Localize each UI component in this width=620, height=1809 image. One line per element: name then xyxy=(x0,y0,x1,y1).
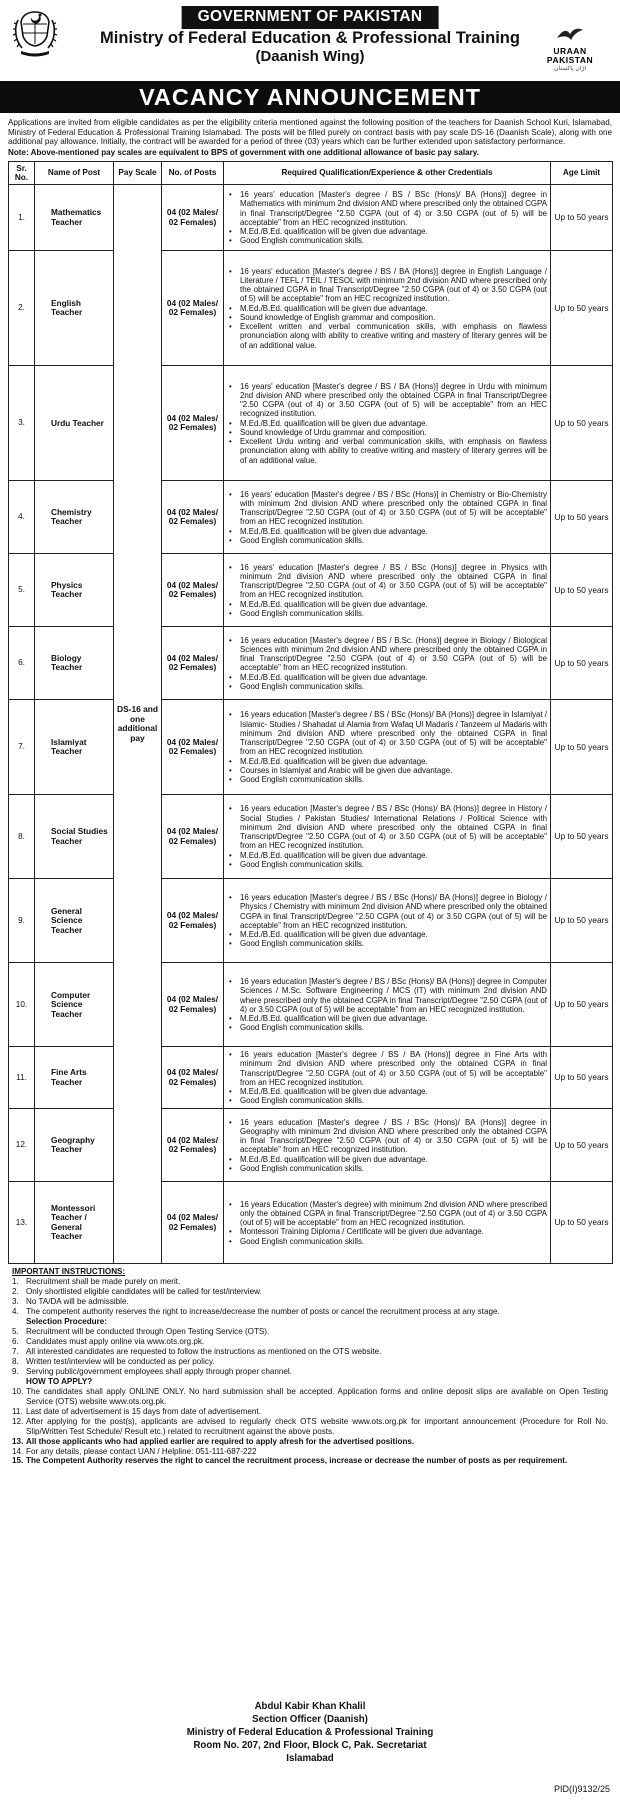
announcement-banner: VACANCY ANNOUNCEMENT xyxy=(0,81,620,113)
row-age-limit: Up to 50 years xyxy=(551,481,613,554)
qualification-list xyxy=(227,804,547,869)
qualification-list xyxy=(227,190,547,246)
row-no-of-posts: 04 (02 Males/ 02 Females) xyxy=(162,481,224,554)
row-no-of-posts: 04 (02 Males/ 02 Females) xyxy=(162,251,224,366)
qualification-item: • Good English communication skills. xyxy=(227,682,547,691)
qualification-list xyxy=(227,1200,547,1246)
selection-procedure-heading: Selection Procedure: xyxy=(26,1317,107,1327)
table-row xyxy=(9,366,613,481)
qualification-item: • Good English communication skills. xyxy=(227,1237,547,1246)
qualification-list xyxy=(227,267,547,350)
signature-address: Room No. 207, 2nd Floor, Block C, Pak. Secretariat xyxy=(193,1740,427,1751)
qualification-item: • Good English communication skills. xyxy=(227,1096,547,1105)
instruction-text: All interested candidates are requested to follow the instructions as mentioned on the OTS website. xyxy=(26,1346,382,1356)
row-qualification xyxy=(224,185,551,251)
ministry-title: Ministry of Federal Education & Professional Training xyxy=(100,29,520,47)
row-sr: 12. xyxy=(9,1109,35,1182)
row-post-name: Social Studies Teacher xyxy=(35,795,114,879)
instruction-number: 12. xyxy=(12,1416,24,1426)
row-qualification xyxy=(224,481,551,554)
row-sr: 2. xyxy=(9,251,35,366)
instruction-item xyxy=(8,1447,612,1457)
qualification-item: • Good English communication skills. xyxy=(227,536,547,545)
qualification-item: • M.Ed./B.Ed. qualification will be given due advantage. xyxy=(227,1087,547,1096)
row-post-name: Physics Teacher xyxy=(35,554,114,627)
qualification-item: • Good English communication skills. xyxy=(227,939,547,948)
instruction-number: 4. xyxy=(12,1307,19,1317)
row-no-of-posts: 04 (02 Males/ 02 Females) xyxy=(162,627,224,700)
pid-number: PID(I)9132/25 xyxy=(553,1784,610,1794)
uraan-logo-line1: URAAN xyxy=(553,45,587,56)
qualification-item: • 16 years education [Master's degree / BS / BA (Hons)] degree in Fine Arts with minimum 2nd division AND where prescribed only the obtained CGPA in final Transcript/Degree "2.50 CGPA (out of 4) or 3.50 CGPA (out of 5) will be acceptable" from an HEC recognized institution. xyxy=(227,1050,547,1087)
row-no-of-posts: 04 (02 Males/ 02 Females) xyxy=(162,1182,224,1264)
qualification-item: • Good English communication skills. xyxy=(227,236,547,245)
instruction-number: 15. xyxy=(12,1456,24,1466)
row-age-limit: Up to 50 years xyxy=(551,963,613,1047)
instruction-text: All those applicants who had applied earlier are required to apply afresh for the advertised positions. xyxy=(26,1436,415,1446)
table-row xyxy=(9,481,613,554)
row-qualification xyxy=(224,1109,551,1182)
qualification-list xyxy=(227,710,547,784)
qualification-item: • M.Ed./B.Ed. qualification will be given due advantage. xyxy=(227,600,547,609)
table-row xyxy=(9,554,613,627)
header xyxy=(8,4,612,81)
row-post-name: Computer Science Teacher xyxy=(35,963,114,1047)
qualification-item: • 16 years education [Master's degree / BS / BSc (Hons)/ BA (Hons)] degree in Geography with minimum 2nd division AND where prescribed only the obtained CGPA in final Transcript/Degree "2.50 CGPA (out of 4) or 3.50 CGPA (out of 5) will be acceptable" from an HEC recognized institution. xyxy=(227,1118,547,1155)
table-row xyxy=(9,1109,613,1182)
row-no-of-posts: 04 (02 Males/ 02 Females) xyxy=(162,795,224,879)
qualification-item: • 16 years education [Master's degree / BS / BSc (Hons)/ BA (Hons)] degree in Computer Sciences / M.Sc. Software Engineering / MCS (IT) with minimum 2nd division AND where prescribed only the obtained CGPA in final Transcript/Degree "2.50 CGPA (out of 4) or 3.50 CGPA (out of 5) will be acceptable" from an HEC recognized institution. xyxy=(227,977,547,1014)
qualification-item: • M.Ed./B.Ed. qualification will be given due advantage. xyxy=(227,851,547,860)
row-age-limit: Up to 50 years xyxy=(551,185,613,251)
qualification-list xyxy=(227,382,547,465)
row-age-limit: Up to 50 years xyxy=(551,627,613,700)
row-age-limit: Up to 50 years xyxy=(551,795,613,879)
row-sr: 1. xyxy=(9,185,35,251)
row-qualification xyxy=(224,251,551,366)
qualification-item: • Excellent Urdu writing and verbal communication skills, with emphasis on flawless pronunciation along with ability to creative writing and mastery of literary genres will be of an additional value. xyxy=(227,437,547,465)
instructions-heading: IMPORTANT INSTRUCTIONS: xyxy=(12,1267,126,1277)
table-row xyxy=(9,795,613,879)
row-no-of-posts: 04 (02 Males/ 02 Females) xyxy=(162,700,224,795)
instruction-text: Last date of advertisement is 15 days from date of advertisement. xyxy=(26,1406,261,1416)
header-sr: Sr. No. xyxy=(9,161,35,185)
row-qualification xyxy=(224,1047,551,1109)
header-post-name: Name of Post xyxy=(35,161,114,185)
instruction-number: 9. xyxy=(12,1366,19,1376)
instruction-number: 13. xyxy=(12,1436,24,1446)
instruction-text: No TA/DA will be admissible. xyxy=(26,1297,129,1307)
qualification-item: • 16 years' education [Master's degree / BS / BA (Hons)] degree in Urdu with minimum 2nd division AND where prescribed only the obtained CGPA in final Transcript/Degree "2.50 CGPA (out of 4) or 3.50 CGPA (out of 5) will be acceptable" from an HEC recognized institution. xyxy=(227,382,547,419)
table-row xyxy=(9,185,613,251)
table-header-row xyxy=(9,161,613,185)
row-age-limit: Up to 50 years xyxy=(551,251,613,366)
row-post-name: Geography Teacher xyxy=(35,1109,114,1182)
instruction-number: 3. xyxy=(12,1297,19,1307)
table-row xyxy=(9,879,613,963)
row-post-name: Montessori Teacher / General Teacher xyxy=(35,1182,114,1264)
row-age-limit: Up to 50 years xyxy=(551,554,613,627)
instruction-text: The Competent Authority reserves the right to cancel the recruitment process, increase or decrease the number of posts as per requirement. xyxy=(26,1456,568,1466)
uraan-logo-urdu: اڑان پاکستان xyxy=(553,65,587,72)
qualification-item: • M.Ed./B.Ed. qualification will be given due advantage. xyxy=(227,1155,547,1164)
qualification-item: • M.Ed./B.Ed. qualification will be given due advantage. xyxy=(227,673,547,682)
instruction-number: 11. xyxy=(12,1406,23,1416)
qualification-list xyxy=(227,490,547,546)
instruction-text: Recruitment will be conducted through Open Testing Service (OTS). xyxy=(26,1327,270,1337)
instruction-item xyxy=(8,1367,612,1377)
instruction-text: Written test/interview will be conducted as per policy. xyxy=(26,1356,215,1366)
header-age-limit: Age Limit xyxy=(551,161,613,185)
instruction-text: For any details, please contact UAN / Helpline: 051-111-687-222 xyxy=(26,1446,257,1456)
instruction-number: 10. xyxy=(12,1386,24,1396)
qualification-list xyxy=(227,563,547,619)
qualification-list xyxy=(227,893,547,949)
qualification-item: • M.Ed./B.Ed. qualification will be given due advantage. xyxy=(227,304,547,313)
signature-city: Islamabad xyxy=(286,1753,334,1764)
row-sr: 6. xyxy=(9,627,35,700)
row-sr: 13. xyxy=(9,1182,35,1264)
qualification-item: • 16 years Education (Master's degree) with minimum 2nd division AND where prescribed only the obtained CGPA in final Transcript/Degree "2.50 CGPA (out of 4) or 3.50 CGPA (out of 5) will be acceptable" from an HEC recognized institution. xyxy=(227,1200,547,1228)
table-row xyxy=(9,251,613,366)
signature-block xyxy=(0,1700,620,1765)
qualification-item: • Good English communication skills. xyxy=(227,1023,547,1032)
instruction-number: 8. xyxy=(12,1356,19,1366)
instruction-item xyxy=(8,1357,612,1367)
row-age-limit: Up to 50 years xyxy=(551,1047,613,1109)
qualification-item: • Good English communication skills. xyxy=(227,609,547,618)
table-row xyxy=(9,1047,613,1109)
wing-title: (Daanish Wing) xyxy=(255,48,365,65)
qualification-item: • M.Ed./B.Ed. qualification will be given due advantage. xyxy=(227,227,547,236)
table-row xyxy=(9,1182,613,1264)
instruction-number: 2. xyxy=(12,1287,19,1297)
qualification-list xyxy=(227,977,547,1033)
row-sr: 11. xyxy=(9,1047,35,1109)
row-post-name: Islamiyat Teacher xyxy=(35,700,114,795)
row-age-limit: Up to 50 years xyxy=(551,1109,613,1182)
uraan-bird-icon xyxy=(555,24,585,44)
instruction-text: After applying for the post(s), applicants are advised to regularly check OTS website www.ots.org.pk for important announcement (Procedure for Roll No. Slip/Written Test Schedule/ Result etc.) related to recruitment against the above posts. xyxy=(26,1416,608,1436)
header-pay-scale: Pay Scale xyxy=(114,161,162,185)
row-qualification xyxy=(224,366,551,481)
row-qualification xyxy=(224,700,551,795)
officer-designation: Section Officer (Daanish) xyxy=(252,1714,368,1725)
qualification-item: • Courses in Islamiyat and Arabic will be given due advantage. xyxy=(227,766,547,775)
row-sr: 8. xyxy=(9,795,35,879)
row-sr: 5. xyxy=(9,554,35,627)
qualification-item: • 16 years education [Master's degree / BS / BSc (Hons)/ BA (Hons)] degree in Biology / Physics / Chemistry with minimum 2nd division AND where prescribed only the obtained CGPA in final Transcript/Degree "2.50 CGPA (out of 4) or 3.50 CGPA (out of 5) will be acceptable" from an HEC recognized institution. xyxy=(227,893,547,930)
qualification-item: • Good English communication skills. xyxy=(227,1164,547,1173)
instruction-item xyxy=(8,1347,612,1357)
instruction-number: 14. xyxy=(12,1446,24,1456)
row-qualification xyxy=(224,795,551,879)
instructions xyxy=(8,1267,612,1466)
instruction-item xyxy=(8,1287,612,1297)
table-row xyxy=(9,963,613,1047)
uraan-pakistan-logo-icon xyxy=(534,24,606,73)
row-post-name: Mathematics Teacher xyxy=(35,185,114,251)
qualification-list xyxy=(227,1118,547,1174)
qualification-item: • 16 years' education [Master's degree / BS / BSc (Hons)] in Chemistry or Bio-Chemistry with minimum 2nd division AND where prescribed only the obtained CGPA in final Transcript/Degree "2.50 CGPA (out of 4) or 3.50 CGPA (out of 5) will be acceptable" from an HEC recognized institution. xyxy=(227,490,547,527)
instruction-item xyxy=(8,1307,612,1317)
qualification-item: • M.Ed./B.Ed. qualification will be given due advantage. xyxy=(227,527,547,536)
instruction-item xyxy=(8,1297,612,1307)
row-post-name: Biology Teacher xyxy=(35,627,114,700)
row-qualification xyxy=(224,963,551,1047)
instruction-item xyxy=(8,1337,612,1347)
pay-note: Note: Above-mentioned pay scales are equivalent to BPS of government with one additional allowance of basic pay salary. xyxy=(8,147,479,157)
instruction-text: Serving public/government employees shall apply through proper channel. xyxy=(26,1366,292,1376)
instruction-text: The candidates shall apply ONLINE ONLY. No hard submission shall be accepted. Application forms and online deposit slips are available on Open Testing Service (OTS) website www.ots.org.pk. xyxy=(26,1386,608,1406)
officer-name: Abdul Kabir Khan Khalil xyxy=(254,1701,366,1712)
posts-table xyxy=(8,161,613,1265)
instruction-number: 6. xyxy=(12,1337,19,1347)
qualification-item: • 16 years' education [Master's degree / BS / BA (Hons)] degree in English Language / Literature / TEFL / TEIL / TESOL with minimum 2nd division AND where prescribed only the obtained CGPA in final Transcript/Degree "2.50 CGPA (out of 4) or 3.50 CGPA (out of 5) will be acceptable" from an HEC recognized institution. xyxy=(227,267,547,304)
table-row xyxy=(9,700,613,795)
row-sr: 10. xyxy=(9,963,35,1047)
qualification-item: • Good English communication skills. xyxy=(227,860,547,869)
qualification-item: • Sound knowledge of English grammar and composition. xyxy=(227,313,547,322)
row-qualification xyxy=(224,879,551,963)
row-no-of-posts: 04 (02 Males/ 02 Females) xyxy=(162,963,224,1047)
row-no-of-posts: 04 (02 Males/ 02 Females) xyxy=(162,554,224,627)
qualification-item: • 16 years education [Master's degree / BS / BSc (Hons)/ BA (Hons)] degree in Islamiyat / Islamic- Studies / Shahadat ul Alamia from Wafaq Ul Madaris / Tanzeem ul Madaris with minimum 2nd division AND where prescribed only the obtained CGPA in final Transcript/Degree "2.50 CGPA (out of 4) or 3.50 CGPA (out of 5) will be acceptable" from an HEC recognized institution. xyxy=(227,710,547,756)
qualification-item: • Montessori Training Diploma / Certificate will be given due advantage. xyxy=(227,1227,547,1236)
qualification-item: • M.Ed./B.Ed. qualification will be given due advantage. xyxy=(227,1014,547,1023)
qualification-list xyxy=(227,1050,547,1106)
qualification-item: • M.Ed./B.Ed. qualification will be given due advantage. xyxy=(227,930,547,939)
header-qualification: Required Qualification/Experience & other Credentials xyxy=(224,161,551,185)
row-age-limit: Up to 50 years xyxy=(551,700,613,795)
row-age-limit: Up to 50 years xyxy=(551,1182,613,1264)
row-post-name: Fine Arts Teacher xyxy=(35,1047,114,1109)
instruction-text: Recruitment shall be made purely on merit. xyxy=(26,1277,181,1287)
row-post-name: Urdu Teacher xyxy=(35,366,114,481)
qualification-item: • 16 years' education [Master's degree / BS / BSc (Hons)/ BA (Hons)] degree in Mathematics with minimum 2nd division AND where prescribed only the obtained CGPA in final Transcript/Degree "2.50 CGPA (out of 4) or 3.50 CGPA (out of 5) will be acceptable" from an HEC recognized institution. xyxy=(227,190,547,227)
row-no-of-posts: 04 (02 Males/ 02 Females) xyxy=(162,1047,224,1109)
row-qualification xyxy=(224,627,551,700)
qualification-item: • M.Ed./B.Ed. qualification will be given due advantage. xyxy=(227,419,547,428)
pay-scale-cell: DS-16 and one additional pay xyxy=(114,185,162,1264)
instruction-text: Only shortlisted eligible candidates will be called for test/interview. xyxy=(26,1287,262,1297)
row-post-name: General Science Teacher xyxy=(35,879,114,963)
instruction-item xyxy=(8,1417,612,1437)
qualification-item: • Excellent written and verbal communication skills, with emphasis on flawless pronunciation along with ability to creative writing and mastery of literary genres will be of an additional value. xyxy=(227,322,547,350)
table-row xyxy=(9,627,613,700)
instruction-item xyxy=(8,1277,612,1287)
instruction-number: 5. xyxy=(12,1327,19,1337)
row-sr: 3. xyxy=(9,366,35,481)
qualification-item: • 16 years' education [Master's degree / BS / BSc (Hons)] degree in Physics with minimum 2nd division AND where prescribed only the obtained CGPA in final Transcript/Degree "2.50 CGPA (out of 4) or 3.50 CGPA (out of 5) will be acceptable" from an HEC recognized institution. xyxy=(227,563,547,600)
instruction-number: 7. xyxy=(12,1346,19,1356)
row-sr: 9. xyxy=(9,879,35,963)
instruction-number: 1. xyxy=(12,1277,19,1287)
qualification-list xyxy=(227,636,547,692)
row-post-name: English Teacher xyxy=(35,251,114,366)
instruction-item xyxy=(8,1407,612,1417)
instruction-item xyxy=(8,1387,612,1407)
row-no-of-posts: 04 (02 Males/ 02 Females) xyxy=(162,879,224,963)
qualification-item: • 16 years education [Master's degree / BS / BSc (Hons)/ BA (Hons)] degree in History / Social Studies / Pakistan Studies/ International Relations / Political Science with minimum 2nd division AND where prescribed only the obtained CGPA in final Transcript/Degree "2.50 CGPA (out of 4) or 3.50 CGPA (out of 5) will be acceptable" from an HEC recognized institution. xyxy=(227,804,547,850)
row-sr: 7. xyxy=(9,700,35,795)
instruction-item xyxy=(8,1456,612,1466)
row-qualification xyxy=(224,554,551,627)
uraan-logo-line2: PAKISTAN xyxy=(546,54,594,65)
qualification-item: • M.Ed./B.Ed. qualification will be given due advantage. xyxy=(227,757,547,766)
government-title: GOVERNMENT OF PAKISTAN xyxy=(182,6,439,29)
intro-paragraph: Applications are invited from eligible candidates as per the eligibility criteria mentioned against the following position of the teachers for Daanish School Kuri, Islamabad, Ministry of Federal Education & Professional Training Islamabad. The posts will be filled purely on contract basis with pay scale DS-16 (Daanish Scale), along with one additional pay allowance. Initially, the contract will be awarded for a period of three (03) years which can be further extended upon satisfactory performance. xyxy=(8,118,612,147)
row-age-limit: Up to 50 years xyxy=(551,879,613,963)
row-no-of-posts: 04 (02 Males/ 02 Females) xyxy=(162,185,224,251)
header-no-of-posts: No. of Posts xyxy=(162,161,224,185)
row-age-limit: Up to 50 years xyxy=(551,366,613,481)
qualification-item: • Good English communication skills. xyxy=(227,775,547,784)
row-post-name: Chemistry Teacher xyxy=(35,481,114,554)
qualification-item: • 16 years education [Master's degree / BS / B.Sc. (Hons)] degree in Biology / Biological Sciences with minimum 2nd division AND where prescribed only the obtained CGPA in final Transcript/Degree "2.50 CGPA (out of 4) or 3.50 CGPA (out of 5) will be acceptable" from an HEC recognized institution. xyxy=(227,636,547,673)
row-no-of-posts: 04 (02 Males/ 02 Females) xyxy=(162,366,224,481)
row-no-of-posts: 04 (02 Males/ 02 Females) xyxy=(162,1109,224,1182)
row-sr: 4. xyxy=(9,481,35,554)
how-to-apply-heading: HOW TO APPLY? xyxy=(26,1376,93,1386)
instruction-text: Candidates must apply online via www.ots.org.pk. xyxy=(26,1337,205,1347)
instruction-item xyxy=(8,1327,612,1337)
signature-ministry: Ministry of Federal Education & Professional Training xyxy=(186,1727,434,1738)
qualification-item: • Sound knowledge of Urdu grammar and composition. xyxy=(227,428,547,437)
instruction-text: The competent authority reserves the right to increase/decrease the number of posts or cancel the recruitment process at any stage. xyxy=(26,1307,500,1317)
row-qualification xyxy=(224,1182,551,1264)
instruction-item xyxy=(8,1437,612,1447)
